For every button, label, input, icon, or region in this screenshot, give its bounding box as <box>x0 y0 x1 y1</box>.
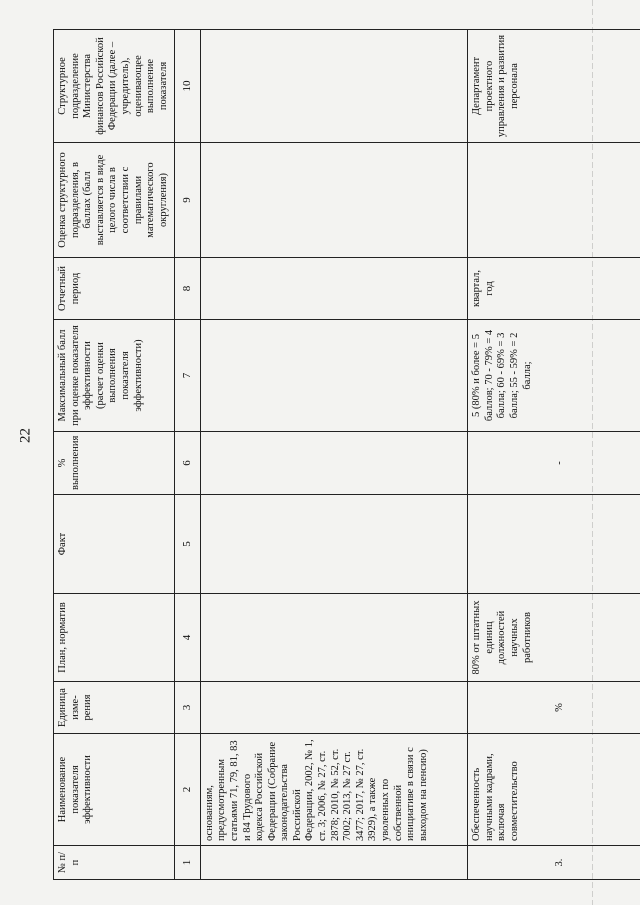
header-cell-department: Структурное подразделение Министерства финансов Российской Федерации (далее – учредитель), оценивающее выполнение показателя <box>54 30 175 143</box>
column-number: 1 <box>175 846 200 880</box>
column-number: 2 <box>175 734 200 846</box>
column-number: 10 <box>175 30 200 143</box>
header-cell-name: Наименование показателя эффективности <box>54 734 175 846</box>
page-number: 22 <box>17 428 34 443</box>
column-number: 7 <box>175 320 200 432</box>
cell-number: 3. <box>468 846 640 880</box>
column-number: 5 <box>175 495 200 594</box>
header-cell-period: Отчетный период <box>54 258 175 320</box>
header-cell-max-score: Максимальный балл при оценке показателя эффективности (расчет оценки выполнения показателя эффективности) <box>54 320 175 432</box>
cell-number <box>200 846 468 880</box>
header-cell-unit: Единица изме- рения <box>54 682 175 734</box>
column-number: 8 <box>175 258 200 320</box>
cell-unit: % <box>468 682 640 734</box>
column-number: 3 <box>175 682 200 734</box>
column-number: 6 <box>175 432 200 495</box>
cell-percent <box>200 432 468 495</box>
cell-department: Департамент проектного управления и развития персонала <box>468 30 640 143</box>
cell-max-score <box>200 320 468 432</box>
header-cell-number: № п/п <box>54 846 175 880</box>
cell-plan: 80% от штатных единиц должностей научных работников <box>468 594 640 682</box>
cell-fact <box>200 495 468 594</box>
header-row <box>54 30 175 880</box>
cell-indicator-name: основаниям, предусмотренным статьями 71, 79, 81, 83 и 84 Трудового кодекса Российской Федерации (Собрание законодательства Российской Федерации, 2002, № 1, ст. 3; 2006, № 27, ст. 2878; 2010, № 52, ст. 7002; 2013, № 27 ст. 3477; 2017, № 27, ст. 3929), а также уволенных по собственной инициативе в связи с выходом на пенсию) <box>200 734 468 846</box>
table-row-3 <box>468 30 640 880</box>
header-cell-score: Оценка структурного подразделения, в баллах (балл выставляется в виде целого числа в соответствии с правилами математического округления) <box>54 143 175 258</box>
column-number: 4 <box>175 594 200 682</box>
cell-period: квартал, год <box>468 258 640 320</box>
column-number-row <box>175 30 200 880</box>
header-cell-plan: План, норматив <box>54 594 175 682</box>
cell-fact <box>468 495 640 594</box>
cell-plan <box>200 594 468 682</box>
header-cell-percent: % выполнения <box>54 432 175 495</box>
rotated-table-container <box>53 30 640 880</box>
table-row-continuation <box>200 30 468 880</box>
cell-period <box>200 258 468 320</box>
cell-score <box>468 143 640 258</box>
cell-max-score: 5 (80% и более = 5 баллов; 70 - 79% = 4 балла; 60 - 69% = 3 балла; 55 - 59% = 2 балла; <box>468 320 640 432</box>
cell-department <box>200 30 468 143</box>
header-cell-fact: Факт <box>54 495 175 594</box>
cell-unit <box>200 682 468 734</box>
cell-score <box>200 143 468 258</box>
column-number: 9 <box>175 143 200 258</box>
cell-percent: - <box>468 432 640 495</box>
cell-indicator-name: Обеспеченность научными кадрами, включая совместительство <box>468 734 640 846</box>
efficiency-indicators-table <box>53 29 640 880</box>
